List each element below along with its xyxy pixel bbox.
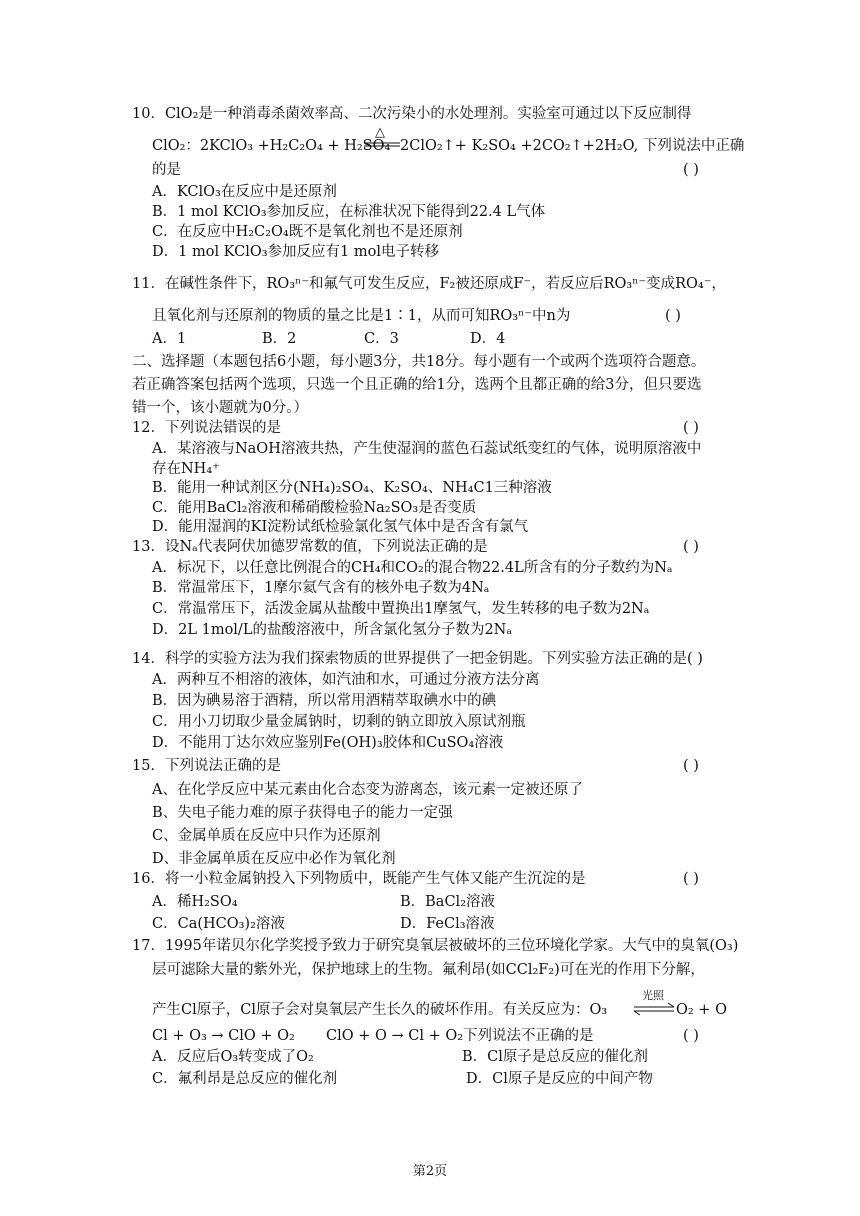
q17-stem-line3: 产生Cl原子，Cl原子会对臭氧层产生长久的破坏作用。有关反应为：O₃ <box>152 1002 608 1018</box>
page-number: 第2页 <box>412 1164 448 1179</box>
q13-option-c: C．常温常压下，活泼金属从盐酸中置换出1摩氢气，发生转移的电子数为2Nₐ <box>152 601 650 617</box>
q14-stem: 14．科学的实验方法为我们探索物质的世界提供了一把金钥匙。下列实验方法正确的是( ) <box>132 651 703 667</box>
q16-option-c: C．Ca(HCO₃)₂溶液 <box>152 916 285 932</box>
q11-answer-paren: ( ) <box>665 308 681 324</box>
q11-stem-line2: 且氧化剂与还原剂的物质的量之比是1∶1，从而可知RO₃ⁿ⁻中n为 <box>152 308 571 324</box>
q17-option-c: C．氟利昂是总反应的催化剂 <box>152 1071 338 1087</box>
heat-symbol: △ <box>375 125 385 140</box>
q15-stem: 15．下列说法正确的是 <box>132 758 281 774</box>
q17-answer-paren: ( ) <box>683 1028 699 1044</box>
q15-answer-paren: ( ) <box>683 758 699 774</box>
q13-option-a: A．标况下，以任意比例混合的CH₄和CO₂的混合物22.4L所含有的分子数约为Nₐ <box>152 560 673 576</box>
section2-intro-line3: 错一个，该小题就为0分。） <box>132 400 308 416</box>
q12-option-a-line1: A．某溶液与NaOH溶液共热，产生使湿润的蓝色石蕊试纸变红的气体，说明原溶液中 <box>152 441 702 457</box>
q17-stem-line1: 17．1995年诺贝尔化学奖授予致力于研究臭氧层被破坏的三位环境化学家。大气中的臭氧(O₃) <box>132 938 739 954</box>
q14-option-d: D．不能用丁达尔效应鉴别Fe(OH)₃胶体和CuSO₄溶液 <box>152 735 504 751</box>
q11-option-a: A．1 <box>152 331 187 347</box>
q14-option-c: C．用小刀切取少量金属钠时，切剩的钠立即放入原试剂瓶 <box>152 714 526 730</box>
q12-option-d: D．能用湿润的KI淀粉试纸检验氯化氢气体中是否含有氯气 <box>152 519 529 535</box>
q10-answer-paren: ( ) <box>683 162 699 178</box>
q12-option-c: C．能用BaCl₂溶液和稀硝酸检验Na₂SO₃是否变质 <box>152 500 477 516</box>
q17-equation-products: O₂ + O <box>676 1002 727 1018</box>
q12-option-b: B．能用一种试剂区分(NH₄)₂SO₄、K₂SO₄、NH₄C1三种溶液 <box>152 480 552 496</box>
q15-option-d: D、非金属单质在反应中必作为氧化剂 <box>152 851 396 867</box>
light-condition-label: 光照 <box>642 989 664 1002</box>
q17-option-b: B．Cl原子是总反应的催化剂 <box>462 1049 648 1065</box>
q13-stem: 13．设Nₐ代表阿伏加德罗常数的值，下列说法正确的是 <box>132 539 488 555</box>
q15-option-a: A、在化学反应中某元素由化合态变为游离态，该元素一定被还原了 <box>152 782 583 798</box>
q17-option-d: D．Cl原子是反应的中间产物 <box>466 1071 653 1087</box>
reversible-arrow-icon <box>634 1005 674 1015</box>
q11-option-b: B．2 <box>262 331 297 347</box>
q17-stem-line2: 层可滤除大量的紫外光，保护地球上的生物。氟利昂(如CCl₂F₂)可在光的作用下分解， <box>152 962 705 978</box>
q13-answer-paren: ( ) <box>683 539 699 555</box>
q15-option-c: C、金属单质在反应中只作为还原剂 <box>152 828 381 844</box>
q11-option-c: C．3 <box>364 331 399 347</box>
q16-option-a: A．稀H₂SO₄ <box>152 894 238 910</box>
q17-option-a: A．反应后O₃转变成了O₂ <box>152 1049 314 1065</box>
q10-option-d: D．1 mol KClO₃参加反应有1 mol电子转移 <box>152 244 440 260</box>
q14-option-a: A．两种互不相溶的液体，如汽油和水，可通过分液方法分离 <box>152 672 540 688</box>
q16-stem: 16．将一小粒金属钠投入下列物质中，既能产生气体又能产生沉淀的是 <box>132 871 586 887</box>
q10-stem-line3: 的是 <box>152 162 181 178</box>
q10-equation-right: 2ClO₂↑+ K₂SO₄ +2CO₂↑+2H₂O, 下列说法中正确 <box>400 138 745 154</box>
q10-stem-line1: 10．ClO₂是一种消毒杀菌效率高、二次污染小的水处理剂。实验室可通过以下反应制得 <box>132 106 692 122</box>
q17-reaction-1: Cl + O₃ → ClO + O₂ <box>152 1028 295 1044</box>
q10-option-b: B．1 mol KClO₃参加反应，在标准状况下能得到22.4 L气体 <box>152 204 546 220</box>
q13-option-d: D．2L 1mol/L的盐酸溶液中，所含氯化氢分子数为2Nₐ <box>152 622 512 638</box>
q17-reaction-2: ClO + O → Cl + O₂下列说法不正确的是 <box>326 1028 594 1044</box>
q16-option-b: B．BaCl₂溶液 <box>400 894 496 910</box>
q12-stem: 12．下列说法错误的是 <box>132 420 281 436</box>
q11-option-d: D．4 <box>470 331 506 347</box>
q14-option-b: B．因为碘易溶于酒精，所以常用酒精萃取碘水中的碘 <box>152 693 497 709</box>
q11-stem-line1: 11．在碱性条件下，RO₃ⁿ⁻和氟气可发生反应，F₂被还原成F⁻，若反应后RO₃ⁿ⁻变成RO₄⁻， <box>132 276 726 292</box>
q12-option-a-line2: 存在NH₄⁺ <box>152 461 220 477</box>
q10-option-a: A．KClO₃在反应中是还原剂 <box>152 184 337 200</box>
q12-answer-paren: ( ) <box>683 420 699 436</box>
q15-option-b: B、失电子能力难的原子获得电子的能力一定强 <box>152 805 453 821</box>
q16-answer-paren: ( ) <box>683 871 699 887</box>
section2-intro-line1: 二、选择题（本题包括6小题，每小题3分，共18分。每小题有一个或两个选项符合题意。 <box>132 354 706 370</box>
q16-option-d: D．FeCl₃溶液 <box>400 916 495 932</box>
section2-intro-line2: 若正确答案包括两个选项，只选一个且正确的给1分，选两个且都正确的给3分，但只要选 <box>132 377 702 393</box>
q10-option-c: C．在反应中H₂C₂O₄既不是氧化剂也不是还原剂 <box>152 224 463 240</box>
q10-equation-left: ClO₂：2KClO₃ +H₂C₂O₄ + H₂SO₄ <box>152 138 391 154</box>
q13-option-b: B．常温常压下，1摩尔氦气含有的核外电子数为4Nₐ <box>152 580 490 596</box>
